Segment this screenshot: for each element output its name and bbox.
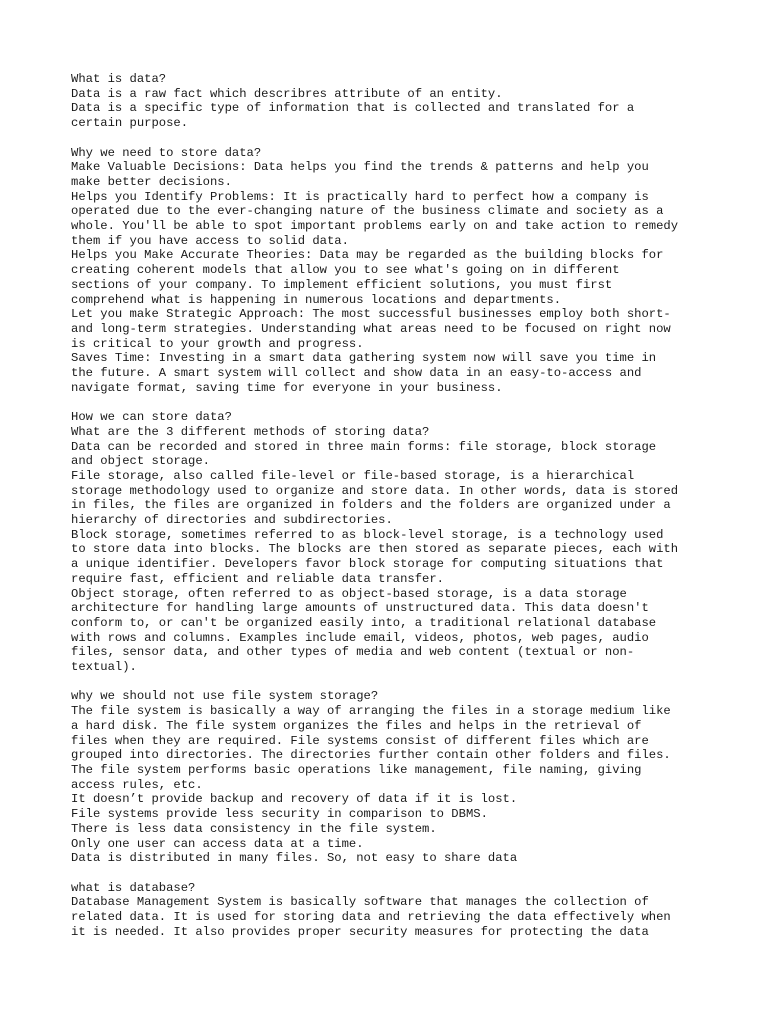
section-file-system-storage bbox=[71, 689, 731, 865]
text-line: Data is distributed in many files. So, not easy to share data bbox=[71, 851, 518, 866]
text-line: Block storage, sometimes referred to as block-level storage, is a technology used bbox=[71, 527, 664, 542]
text-line: navigate format, saving time for everyone in your business. bbox=[71, 380, 503, 395]
text-line: Data is a raw fact which describres attribute of an entity. bbox=[71, 86, 503, 101]
text-line: Saves Time: Investing in a smart data gathering system now will save you time in bbox=[71, 351, 657, 366]
text-line: The file system performs basic operations like management, file naming, giving bbox=[71, 763, 642, 777]
section-what-is-data bbox=[71, 72, 731, 131]
text-line: require fast, efficient and reliable data transfer. bbox=[71, 571, 444, 586]
text-line: make better decisions. bbox=[71, 174, 232, 189]
text-line: grouped into directories. The directories further contain other folders and files. bbox=[71, 748, 671, 763]
text-line: Data is a specific type of information that is collected and translated for a bbox=[71, 101, 635, 116]
text-line: The file system is basically a way of arranging the files in a storage medium like bbox=[71, 704, 671, 719]
text-line: conform to, or can't be organized easily into, a traditional relational database bbox=[71, 615, 657, 630]
text-line: comprehend what is happening in numerous locations and departments. bbox=[71, 292, 562, 307]
text-line: hierarchy of directories and subdirectories. bbox=[71, 513, 393, 528]
text-line: and long-term strategies. Understanding what areas need to be focused on right now bbox=[71, 321, 671, 336]
text-line: Make Valuable Decisions: Data helps you find the trends & patterns and help you bbox=[71, 160, 649, 175]
text-line: to store data into blocks. The blocks are then stored as separate pieces, each with bbox=[71, 542, 679, 557]
text-line: Object storage, often referred to as object-based storage, is a data storage bbox=[71, 586, 627, 601]
text-line: There is less data consistency in the file system. bbox=[71, 821, 437, 836]
section-heading: why we should not use file system storage? bbox=[71, 689, 379, 704]
text-line: Helps you Make Accurate Theories: Data may be regarded as the building blocks for bbox=[71, 248, 664, 263]
text-line: a unique identifier. Developers favor block storage for computing situations that bbox=[71, 557, 664, 572]
text-line: related data. It is used for storing data and retrieving the data effectively when bbox=[71, 910, 671, 925]
text-line: textual). bbox=[71, 660, 137, 675]
text-line: Helps you Identify Problems: It is practically hard to perfect how a company is bbox=[71, 189, 649, 204]
text-line: Database Management System is basically software that manages the collection of bbox=[71, 895, 649, 910]
text-line: them if you have access to solid data. bbox=[71, 233, 349, 248]
text-line: files when they are required. File systems consist of different files which are bbox=[71, 733, 649, 748]
text-line: with rows and columns. Examples include email, videos, photos, web pages, audio bbox=[71, 630, 649, 645]
text-line: creating coherent models that allow you to see what's going on in different bbox=[71, 263, 620, 278]
text-line: File systems provide less security in comparison to DBMS. bbox=[71, 807, 488, 822]
section-heading: How we can store data? bbox=[71, 410, 232, 425]
text-line: is critical to your growth and progress. bbox=[71, 336, 364, 351]
text-line: It doesn’t provide backup and recovery of data if it is lost. bbox=[71, 792, 518, 807]
section-heading: What is data? bbox=[71, 72, 167, 86]
text-line: Let you make Strategic Approach: The most successful businesses employ both short- bbox=[71, 307, 671, 322]
section-why-store-data bbox=[71, 146, 731, 396]
text-line: Data can be recorded and stored in three main forms: file storage, block storage bbox=[71, 439, 657, 454]
document-page bbox=[71, 72, 731, 954]
text-line: certain purpose. bbox=[71, 116, 189, 131]
text-line: What are the 3 different methods of storing data? bbox=[71, 424, 430, 439]
section-heading: Why we need to store data? bbox=[71, 145, 262, 160]
section-what-is-database bbox=[71, 881, 731, 940]
text-line: storage methodology used to organize and store data. In other words, data is stored bbox=[71, 483, 679, 498]
text-line: it is needed. It also provides proper security measures for protecting the data bbox=[71, 924, 649, 939]
text-line: Only one user can access data at a time. bbox=[71, 836, 364, 851]
text-line: the future. A smart system will collect and show data in an easy-to-access and bbox=[71, 366, 642, 381]
text-line: in files, the files are organized in folders and the folders are organized under a bbox=[71, 498, 671, 513]
section-how-store-data bbox=[71, 410, 731, 675]
text-line: sections of your company. To implement efficient solutions, you must first bbox=[71, 277, 613, 292]
text-line: architecture for handling large amounts of unstructured data. This data doesn't bbox=[71, 601, 649, 616]
text-line: File storage, also called file-level or file-based storage, is a hierarchical bbox=[71, 468, 635, 483]
section-heading: what is database? bbox=[71, 880, 196, 895]
text-line: whole. You'll be able to spot important problems early on and take action to remedy bbox=[71, 219, 679, 234]
text-line: access rules, etc. bbox=[71, 777, 203, 792]
text-line: a hard disk. The file system organizes the files and helps in the retrieval of bbox=[71, 718, 642, 733]
text-line: and object storage. bbox=[71, 454, 210, 469]
text-line: operated due to the ever-changing nature of the business climate and society as a bbox=[71, 204, 664, 219]
text-line: files, sensor data, and other types of media and web content (textual or non- bbox=[71, 645, 635, 660]
